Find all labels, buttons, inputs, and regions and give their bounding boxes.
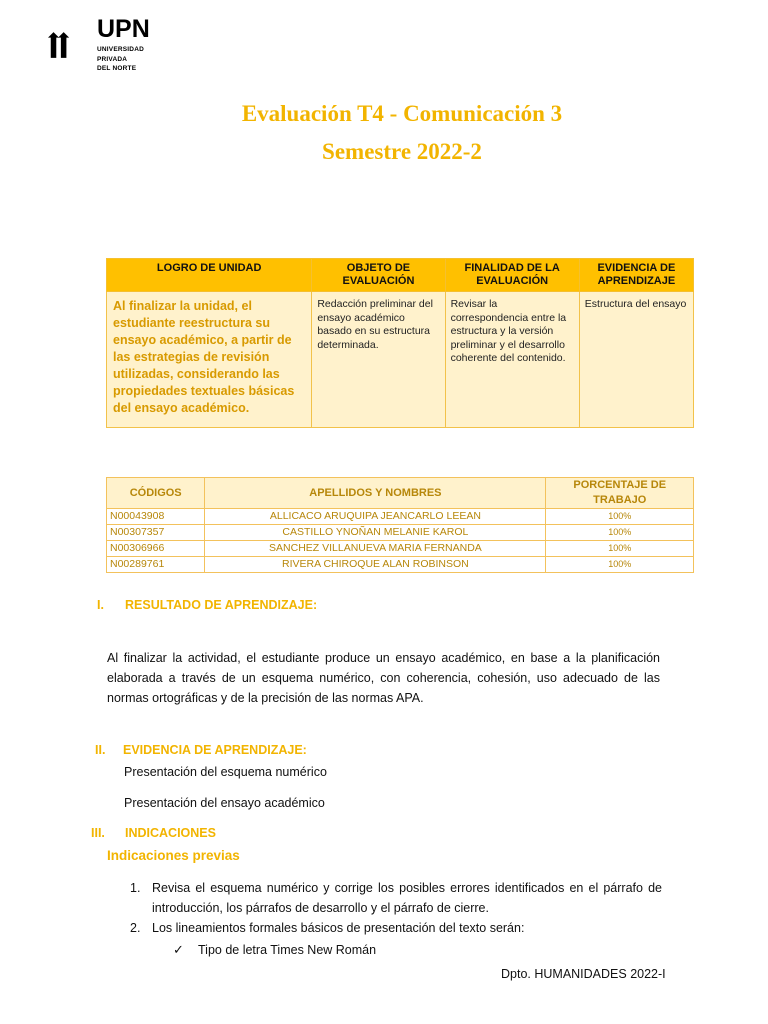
pct-cell: 100%	[546, 557, 694, 573]
header-evidencia: EVIDENCIA DE APRENDIZAJE	[579, 259, 693, 292]
name-cell: RIVERA CHIROQUE ALAN ROBINSON	[205, 557, 546, 573]
section-3-subheading: Indicaciones previas	[107, 848, 240, 863]
code-cell: N00306966	[107, 541, 205, 557]
section-heading-3: III. INDICACIONES	[91, 826, 216, 840]
code-cell: N00289761	[107, 557, 205, 573]
header-logro: LOGRO DE UNIDAD	[107, 259, 312, 292]
page-subtitle: Semestre 2022-2	[322, 139, 482, 164]
header-codigos: CÓDIGOS	[107, 478, 205, 509]
table-row	[107, 557, 694, 573]
list-item: 1. Revisa el esquema numérico y corrige los posibles errores identificados en el párrafo de introducción, los párrafos de desarrollo y el párrafo de cierre.	[130, 881, 662, 915]
page-title: Evaluación T4 - Comunicación 3	[241, 101, 563, 126]
name-cell: SANCHEZ VILLANUEVA MARIA FERNANDA	[205, 541, 546, 557]
logo-name: UPN	[97, 15, 150, 43]
pct-cell: 100%	[546, 509, 694, 525]
code-cell: N00307357	[107, 525, 205, 541]
header-nombres: APELLIDOS Y NOMBRES	[205, 478, 546, 509]
section-1-text: Al finalizar la actividad, el estudiante produce un ensayo académico, en base a la planificación elaborada a través de un esquema numérico, con coherencia, cohesión, uso adecuado de las normas ortográficas y de la precisión de las normas APA.	[107, 651, 660, 705]
section-heading-1: I. RESULTADO DE APRENDIZAJE:	[97, 598, 318, 612]
list-item: 2. Los lineamientos formales básicos de presentación del texto serán:	[130, 921, 525, 935]
code-cell: N00043908	[107, 509, 205, 525]
cell-logro: Al finalizar la unidad, el estudiante reestructura su ensayo académico, a partir de las estrategias de revisión utilizadas, considerando las propiedades textuales básicas del ensayo académico.	[107, 292, 312, 428]
header-porcentaje: PORCENTAJE DE TRABAJO	[546, 478, 694, 509]
name-cell: CASTILLO YNOÑAN MELANIE KAROL	[205, 525, 546, 541]
cell-objeto: Redacción preliminar del ensayo académico basado en su estructura determinada.	[312, 292, 445, 428]
check-icon: ✓	[173, 942, 184, 957]
logo-subtitle: UNIVERSIDAD PRIVADA DEL NORTE	[97, 46, 144, 72]
table-row	[107, 541, 694, 557]
table-row	[107, 525, 694, 541]
footer-text: Dpto. HUMANIDADES 2022-I	[501, 967, 666, 981]
cell-evidencia: Estructura del ensayo	[579, 292, 693, 428]
header-objeto: OBJETO DE EVALUACIÓN	[312, 259, 445, 292]
evaluation-table	[106, 258, 694, 428]
cell-finalidad: Revisar la correspondencia entre la estructura y la versión preliminar y el desarrollo coherente del contenido.	[445, 292, 579, 428]
evidence-item: Presentación del ensayo académico	[124, 796, 325, 810]
evidence-item: Presentación del esquema numérico	[124, 765, 327, 779]
check-list-item: ✓ Tipo de letra Times New Román	[198, 940, 376, 960]
header-finalidad: FINALIDAD DE LA EVALUACIÓN	[445, 259, 579, 292]
students-table	[106, 477, 694, 573]
pct-cell: 100%	[546, 541, 694, 557]
pct-cell: 100%	[546, 525, 694, 541]
table-row	[107, 509, 694, 525]
upn-logo-icon	[48, 16, 94, 74]
name-cell: ALLICACO ARUQUIPA JEANCARLO LEEAN	[205, 509, 546, 525]
section-heading-2: II. EVIDENCIA DE APRENDIZAJE:	[95, 743, 307, 757]
